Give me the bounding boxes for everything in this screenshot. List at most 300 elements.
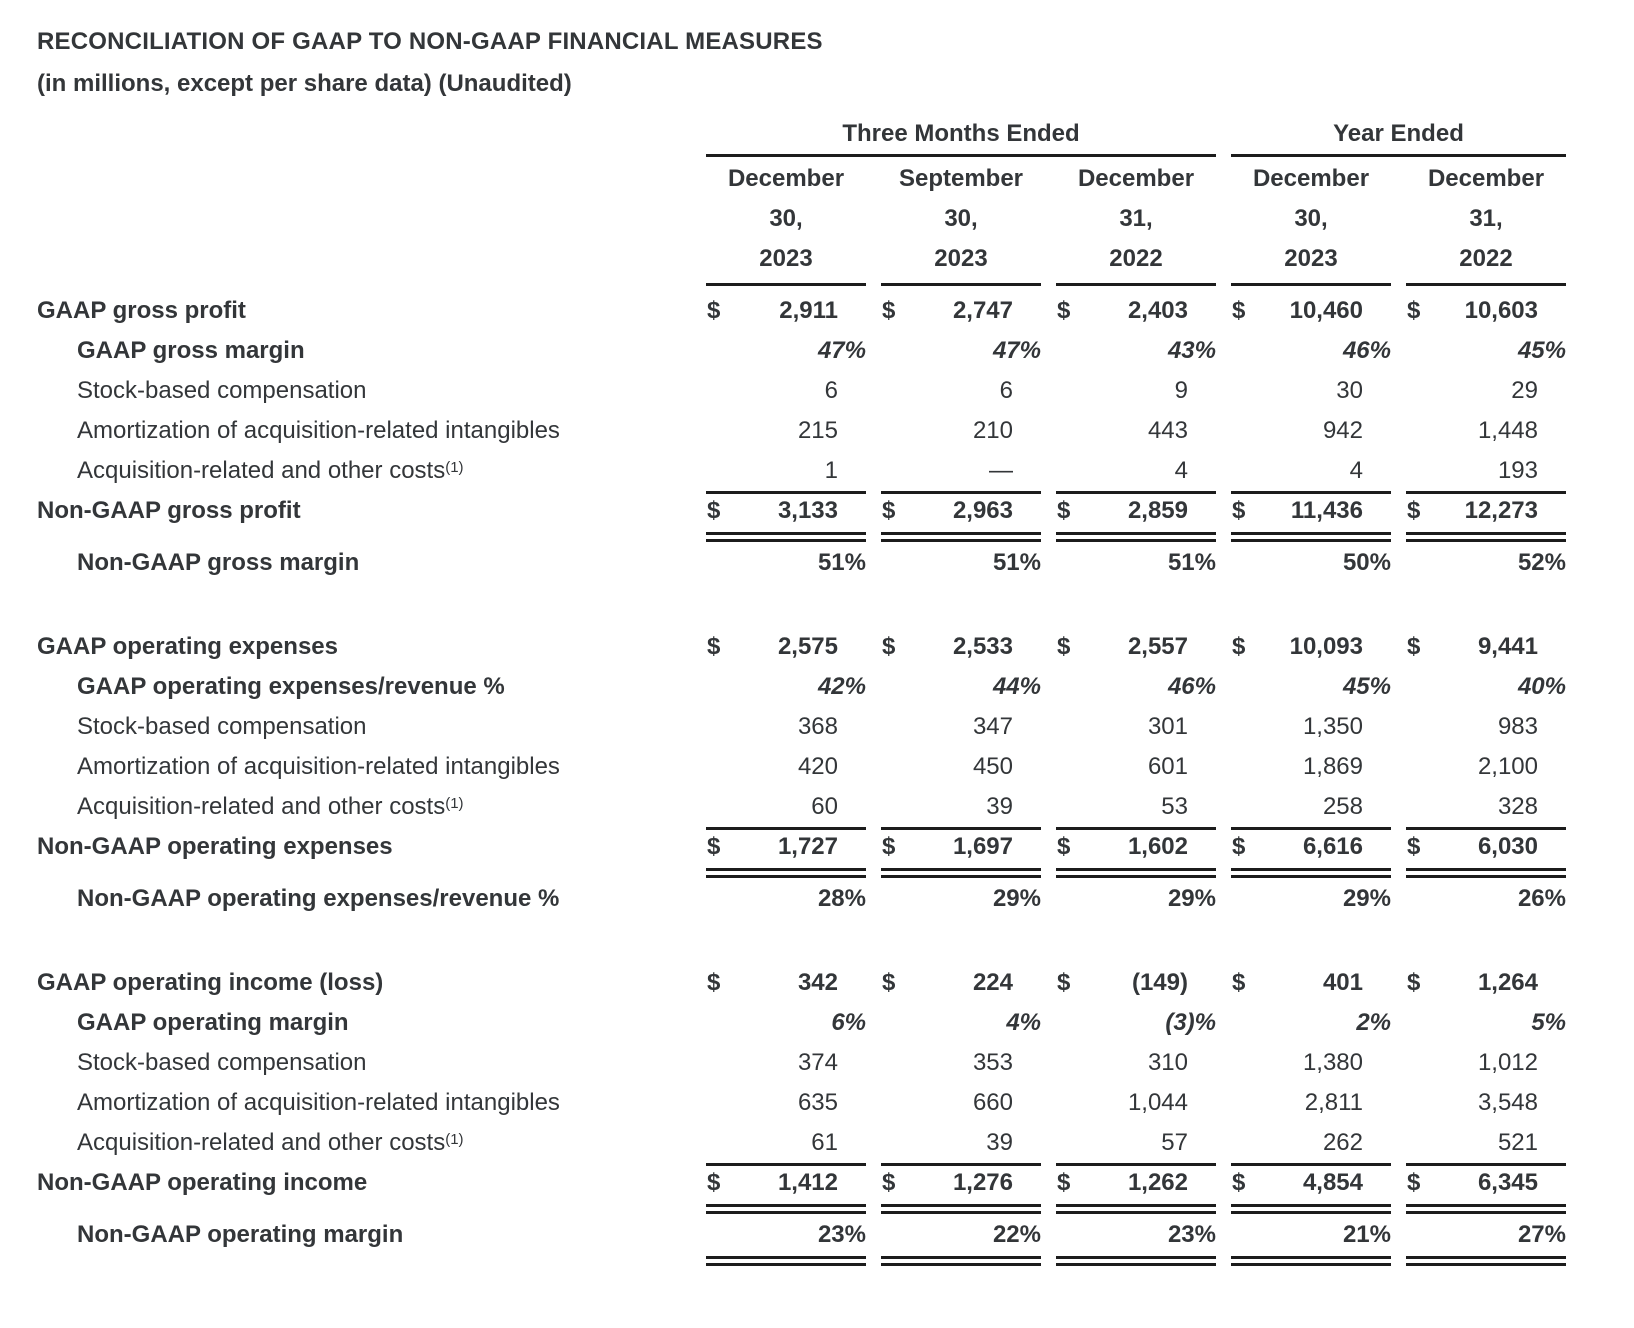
value-text: 29% (1342, 885, 1391, 912)
value-text: (149) (1131, 969, 1188, 996)
value-text: 3,133 (777, 497, 838, 524)
value-text: 2,575 (777, 633, 838, 660)
value-cell (1231, 787, 1391, 830)
value-text: 26% (1517, 885, 1566, 912)
value-text: 1,264 (1477, 969, 1538, 996)
value-cell (706, 787, 866, 830)
value-text: 660 (972, 1089, 1013, 1116)
value-cell (706, 1163, 866, 1215)
value-cell (881, 543, 1041, 583)
row-label: Acquisition-related and other costs$^{(1)}$ (77, 457, 464, 484)
value-cell (1056, 491, 1216, 543)
value-text: 6% (831, 1009, 866, 1036)
row-label: GAAP operating income (loss) (37, 969, 384, 996)
footnote-ref: (1) (445, 795, 464, 812)
table-row (37, 747, 1634, 787)
value-text: 2,100 (1477, 753, 1538, 780)
dollar-sign: $ (882, 833, 896, 860)
value-cell (706, 963, 866, 1003)
row-label: Stock-based compensation (77, 713, 367, 740)
value-text: 39 (986, 793, 1013, 820)
value-text: 45% (1517, 337, 1566, 364)
value-cell (1056, 667, 1216, 707)
row-label: Non-GAAP operating margin (77, 1221, 404, 1248)
value-cell (1231, 879, 1391, 919)
dollar-sign: $ (1407, 497, 1421, 524)
value-cell (1406, 963, 1566, 1003)
value-text: 40% (1517, 673, 1566, 700)
value-cell (881, 291, 1041, 331)
column-header-sep30-2023-q: September 30, 2023 (881, 157, 1041, 286)
value-cell (1406, 1163, 1566, 1215)
value-cell (881, 451, 1041, 494)
column-group-header-row (37, 120, 1634, 157)
value-cell (1406, 491, 1566, 543)
value-text: 601 (1147, 753, 1188, 780)
header-spacer (37, 120, 691, 157)
value-cell (1231, 1083, 1391, 1123)
value-text: 210 (972, 417, 1013, 444)
column-header-row (37, 157, 1634, 286)
value-cell (1231, 1215, 1391, 1267)
value-cell (881, 747, 1041, 787)
value-text: 4% (1006, 1009, 1041, 1036)
value-cell (1231, 411, 1391, 451)
value-cell (1056, 411, 1216, 451)
table-row (37, 787, 1634, 827)
value-text: 2,747 (952, 297, 1013, 324)
column-group-three-months-ended: Three Months Ended (706, 120, 1216, 157)
dollar-sign: $ (882, 633, 896, 660)
reconciliation-table (37, 120, 1634, 1267)
dollar-sign: $ (1407, 633, 1421, 660)
value-text: 2,963 (952, 497, 1013, 524)
value-cell (706, 451, 866, 494)
value-text: 46% (1342, 337, 1391, 364)
value-text: 1 (824, 457, 838, 484)
value-cell (881, 707, 1041, 747)
row-label: Non-GAAP operating expenses (37, 833, 393, 860)
table-row (37, 1163, 1634, 1215)
value-cell (706, 827, 866, 879)
value-cell (1406, 1003, 1566, 1043)
value-text: 29% (1167, 885, 1216, 912)
value-cell (706, 1083, 866, 1123)
dollar-sign: $ (1232, 497, 1246, 524)
value-cell (881, 1215, 1041, 1267)
value-text: 2% (1356, 1009, 1391, 1036)
row-label: Acquisition-related and other costs$^{(1)}$ (77, 793, 464, 820)
value-cell (706, 371, 866, 411)
value-cell (1231, 707, 1391, 747)
value-cell (1056, 1163, 1216, 1215)
value-text: 2,811 (1304, 1089, 1363, 1116)
row-label: GAAP operating margin (77, 1009, 349, 1036)
value-text: 51% (992, 549, 1041, 576)
value-text: 10,603 (1464, 297, 1538, 324)
column-header-dec30-2023-q: December 30, 2023 (706, 157, 866, 286)
value-cell (1231, 331, 1391, 371)
table-row (37, 543, 1634, 583)
value-cell (1056, 1215, 1216, 1267)
value-text: 6 (824, 377, 838, 404)
value-text: 10,093 (1289, 633, 1363, 660)
value-cell (1056, 963, 1216, 1003)
value-cell (1406, 879, 1566, 919)
value-text: 6,616 (1302, 833, 1363, 860)
value-cell (1231, 491, 1391, 543)
value-text: 21% (1342, 1221, 1391, 1248)
value-cell (1231, 627, 1391, 667)
value-cell (706, 543, 866, 583)
value-text: 12,273 (1464, 497, 1538, 524)
value-text: 4 (1174, 457, 1188, 484)
value-text: — (989, 457, 1013, 484)
page-title: RECONCILIATION OF GAAP TO NON-GAAP FINANCIAL MEASURES (37, 28, 823, 55)
table-row (37, 1003, 1634, 1043)
table-row (37, 291, 1634, 331)
value-cell (1056, 707, 1216, 747)
dollar-sign: $ (1232, 1169, 1246, 1196)
row-label: Stock-based compensation (77, 377, 367, 404)
value-cell (881, 1083, 1041, 1123)
value-cell (881, 411, 1041, 451)
value-cell (1406, 411, 1566, 451)
value-text: 10,460 (1289, 297, 1363, 324)
dollar-sign: $ (882, 969, 896, 996)
dollar-sign: $ (1057, 297, 1071, 324)
column-header-dec31-2022-y: December 31, 2022 (1406, 157, 1566, 286)
value-text: 6 (999, 377, 1013, 404)
value-cell (1406, 371, 1566, 411)
value-cell (1231, 451, 1391, 494)
dollar-sign: $ (707, 497, 721, 524)
value-text: 52% (1517, 549, 1566, 576)
value-text: 310 (1147, 1049, 1188, 1076)
value-text: 60 (811, 793, 838, 820)
value-text: 1,276 (952, 1169, 1013, 1196)
value-text: 2,403 (1127, 297, 1188, 324)
value-text: 2,557 (1127, 633, 1188, 660)
value-cell (881, 331, 1041, 371)
value-text: 44% (992, 673, 1041, 700)
value-cell (1406, 827, 1566, 879)
column-header-dec31-2022-q: December 31, 2022 (1056, 157, 1216, 286)
value-cell (1056, 1123, 1216, 1166)
value-cell (1056, 1083, 1216, 1123)
value-cell (706, 1003, 866, 1043)
value-text: 342 (797, 969, 838, 996)
value-cell (1056, 291, 1216, 331)
value-text: 11,436 (1290, 497, 1363, 524)
value-text: 450 (972, 753, 1013, 780)
dollar-sign: $ (707, 297, 721, 324)
dollar-sign: $ (1057, 497, 1071, 524)
value-text: 9,441 (1477, 633, 1538, 660)
value-cell (1406, 787, 1566, 830)
value-text: 2,533 (952, 633, 1013, 660)
value-cell (881, 1043, 1041, 1083)
value-cell (706, 747, 866, 787)
value-cell (1231, 291, 1391, 331)
value-cell (1406, 1215, 1566, 1267)
page-subtitle: (in millions, except per share data) (Unaudited) (37, 70, 572, 97)
table-row (37, 491, 1634, 543)
value-text: 51% (1167, 549, 1216, 576)
value-text: 43% (1167, 337, 1216, 364)
value-cell (1406, 1123, 1566, 1166)
value-text: 29% (992, 885, 1041, 912)
value-cell (706, 411, 866, 451)
value-text: 6,345 (1477, 1169, 1538, 1196)
dollar-sign: $ (707, 633, 721, 660)
table-row (37, 411, 1634, 451)
table-row (37, 963, 1634, 1003)
value-text: 30 (1336, 377, 1363, 404)
value-text: 1,448 (1477, 417, 1538, 444)
value-text: 4,854 (1302, 1169, 1363, 1196)
row-label: Amortization of acquisition-related intangibles (77, 417, 560, 444)
header-spacer (37, 157, 691, 286)
table-row (37, 827, 1634, 879)
table-row (37, 1215, 1634, 1267)
value-cell (1231, 667, 1391, 707)
value-text: 1,412 (777, 1169, 838, 1196)
row-label: Non-GAAP gross margin (77, 549, 360, 576)
value-cell (1056, 787, 1216, 830)
value-text: 942 (1322, 417, 1363, 444)
value-text: 1,044 (1127, 1089, 1188, 1116)
value-text: 28% (817, 885, 866, 912)
value-cell (1056, 451, 1216, 494)
value-cell (1056, 827, 1216, 879)
table-row (37, 451, 1634, 491)
table-row (37, 707, 1634, 747)
value-text: 328 (1497, 793, 1538, 820)
footnote-ref: (1) (445, 459, 464, 476)
table-row (37, 1043, 1634, 1083)
value-text: 50% (1342, 549, 1391, 576)
value-cell (706, 627, 866, 667)
value-cell (1056, 627, 1216, 667)
table-section (37, 627, 1634, 919)
value-cell (706, 879, 866, 919)
value-text: 61 (811, 1129, 838, 1156)
value-cell (881, 1123, 1041, 1166)
row-label: Acquisition-related and other costs$^{(1)}$ (77, 1129, 464, 1156)
value-text: 1,727 (777, 833, 838, 860)
value-cell (706, 667, 866, 707)
value-text: 1,262 (1127, 1169, 1188, 1196)
value-text: 2,859 (1127, 497, 1188, 524)
dollar-sign: $ (1057, 969, 1071, 996)
value-cell (1406, 451, 1566, 494)
table-section (37, 963, 1634, 1267)
value-text: 374 (797, 1049, 838, 1076)
value-text: 1,869 (1302, 753, 1363, 780)
value-text: 5% (1531, 1009, 1566, 1036)
dollar-sign: $ (882, 297, 896, 324)
table-row (37, 1083, 1634, 1123)
dollar-sign: $ (1232, 969, 1246, 996)
value-text: 368 (797, 713, 838, 740)
table-row (37, 879, 1634, 919)
value-text: 420 (797, 753, 838, 780)
value-cell (881, 1163, 1041, 1215)
row-label: Non-GAAP operating expenses/revenue % (77, 885, 560, 912)
table-row (37, 627, 1634, 667)
value-cell (1056, 331, 1216, 371)
value-text: (3)% (1165, 1009, 1216, 1036)
table-row (37, 331, 1634, 371)
value-text: 635 (797, 1089, 838, 1116)
dollar-sign: $ (707, 833, 721, 860)
value-cell (881, 963, 1041, 1003)
value-text: 29 (1511, 377, 1538, 404)
value-cell (1056, 879, 1216, 919)
value-cell (1231, 963, 1391, 1003)
value-cell (706, 1043, 866, 1083)
table-body (37, 291, 1634, 1267)
value-cell (1056, 1003, 1216, 1043)
value-text: 983 (1497, 713, 1538, 740)
value-cell (706, 331, 866, 371)
value-cell (1056, 371, 1216, 411)
row-label: GAAP operating expenses/revenue % (77, 673, 505, 700)
value-text: 224 (972, 969, 1013, 996)
value-text: 1,380 (1302, 1049, 1363, 1076)
row-label: GAAP operating expenses (37, 633, 338, 660)
value-text: 193 (1497, 457, 1538, 484)
value-cell (1406, 667, 1566, 707)
value-cell (881, 371, 1041, 411)
value-text: 45% (1342, 673, 1391, 700)
value-text: 46% (1167, 673, 1216, 700)
footnote-ref: (1) (445, 1131, 464, 1148)
dollar-sign: $ (1407, 1169, 1421, 1196)
value-cell (881, 827, 1041, 879)
table-row (37, 667, 1634, 707)
value-text: 521 (1497, 1129, 1538, 1156)
value-cell (1231, 1163, 1391, 1215)
value-text: 51% (817, 549, 866, 576)
value-cell (1406, 331, 1566, 371)
row-label: Stock-based compensation (77, 1049, 367, 1076)
value-text: 301 (1147, 713, 1188, 740)
value-cell (1056, 543, 1216, 583)
value-text: 23% (1167, 1221, 1216, 1248)
dollar-sign: $ (1057, 833, 1071, 860)
value-text: 401 (1322, 969, 1363, 996)
value-text: 353 (972, 1049, 1013, 1076)
value-text: 1,350 (1302, 713, 1363, 740)
value-cell (706, 707, 866, 747)
value-text: 3,548 (1477, 1089, 1538, 1116)
dollar-sign: $ (1057, 1169, 1071, 1196)
value-cell (1406, 747, 1566, 787)
row-label: Amortization of acquisition-related intangibles (77, 753, 560, 780)
value-text: 258 (1322, 793, 1363, 820)
value-text: 22% (992, 1221, 1041, 1248)
dollar-sign: $ (882, 1169, 896, 1196)
value-cell (1406, 707, 1566, 747)
dollar-sign: $ (1407, 297, 1421, 324)
table-row (37, 1123, 1634, 1163)
dollar-sign: $ (1407, 833, 1421, 860)
value-cell (1056, 747, 1216, 787)
value-cell (881, 787, 1041, 830)
value-text: 4 (1349, 457, 1363, 484)
value-cell (1406, 1083, 1566, 1123)
value-text: 1,602 (1127, 833, 1188, 860)
value-cell (1231, 371, 1391, 411)
dollar-sign: $ (707, 1169, 721, 1196)
row-label: GAAP gross margin (77, 337, 305, 364)
value-text: 39 (986, 1129, 1013, 1156)
dollar-sign: $ (707, 969, 721, 996)
value-text: 2,911 (779, 297, 838, 324)
value-cell (881, 627, 1041, 667)
value-cell (1231, 1123, 1391, 1166)
value-cell (1406, 1043, 1566, 1083)
value-text: 9 (1174, 377, 1188, 404)
table-row (37, 371, 1634, 411)
dollar-sign: $ (1232, 633, 1246, 660)
value-text: 47% (817, 337, 866, 364)
value-cell (1056, 1043, 1216, 1083)
value-cell (706, 1123, 866, 1166)
dollar-sign: $ (1057, 633, 1071, 660)
value-text: 53 (1161, 793, 1188, 820)
value-cell (1406, 543, 1566, 583)
value-cell (1231, 543, 1391, 583)
value-cell (881, 879, 1041, 919)
value-text: 1,012 (1477, 1049, 1538, 1076)
value-text: 42% (817, 673, 866, 700)
value-text: 347 (972, 713, 1013, 740)
dollar-sign: $ (1407, 969, 1421, 996)
value-text: 57 (1161, 1129, 1188, 1156)
row-label: Non-GAAP operating income (37, 1169, 368, 1196)
dollar-sign: $ (1232, 297, 1246, 324)
dollar-sign: $ (882, 497, 896, 524)
value-text: 6,030 (1477, 833, 1538, 860)
value-text: 23% (817, 1221, 866, 1248)
row-label: GAAP gross profit (37, 297, 246, 324)
value-text: 47% (992, 337, 1041, 364)
value-cell (881, 1003, 1041, 1043)
value-cell (706, 1215, 866, 1267)
dollar-sign: $ (1232, 833, 1246, 860)
table-section (37, 291, 1634, 583)
value-text: 1,697 (952, 833, 1013, 860)
value-cell (706, 491, 866, 543)
row-label: Non-GAAP gross profit (37, 497, 301, 524)
value-cell (1231, 1043, 1391, 1083)
value-text: 215 (797, 417, 838, 444)
row-label: Amortization of acquisition-related intangibles (77, 1089, 560, 1116)
column-header-dec30-2023-y: December 30, 2023 (1231, 157, 1391, 286)
value-cell (1231, 747, 1391, 787)
value-text: 262 (1322, 1129, 1363, 1156)
value-cell (1406, 627, 1566, 667)
value-text: 443 (1147, 417, 1188, 444)
value-cell (1231, 1003, 1391, 1043)
value-text: 27% (1517, 1221, 1566, 1248)
value-cell (1231, 827, 1391, 879)
value-cell (1406, 291, 1566, 331)
value-cell (706, 291, 866, 331)
